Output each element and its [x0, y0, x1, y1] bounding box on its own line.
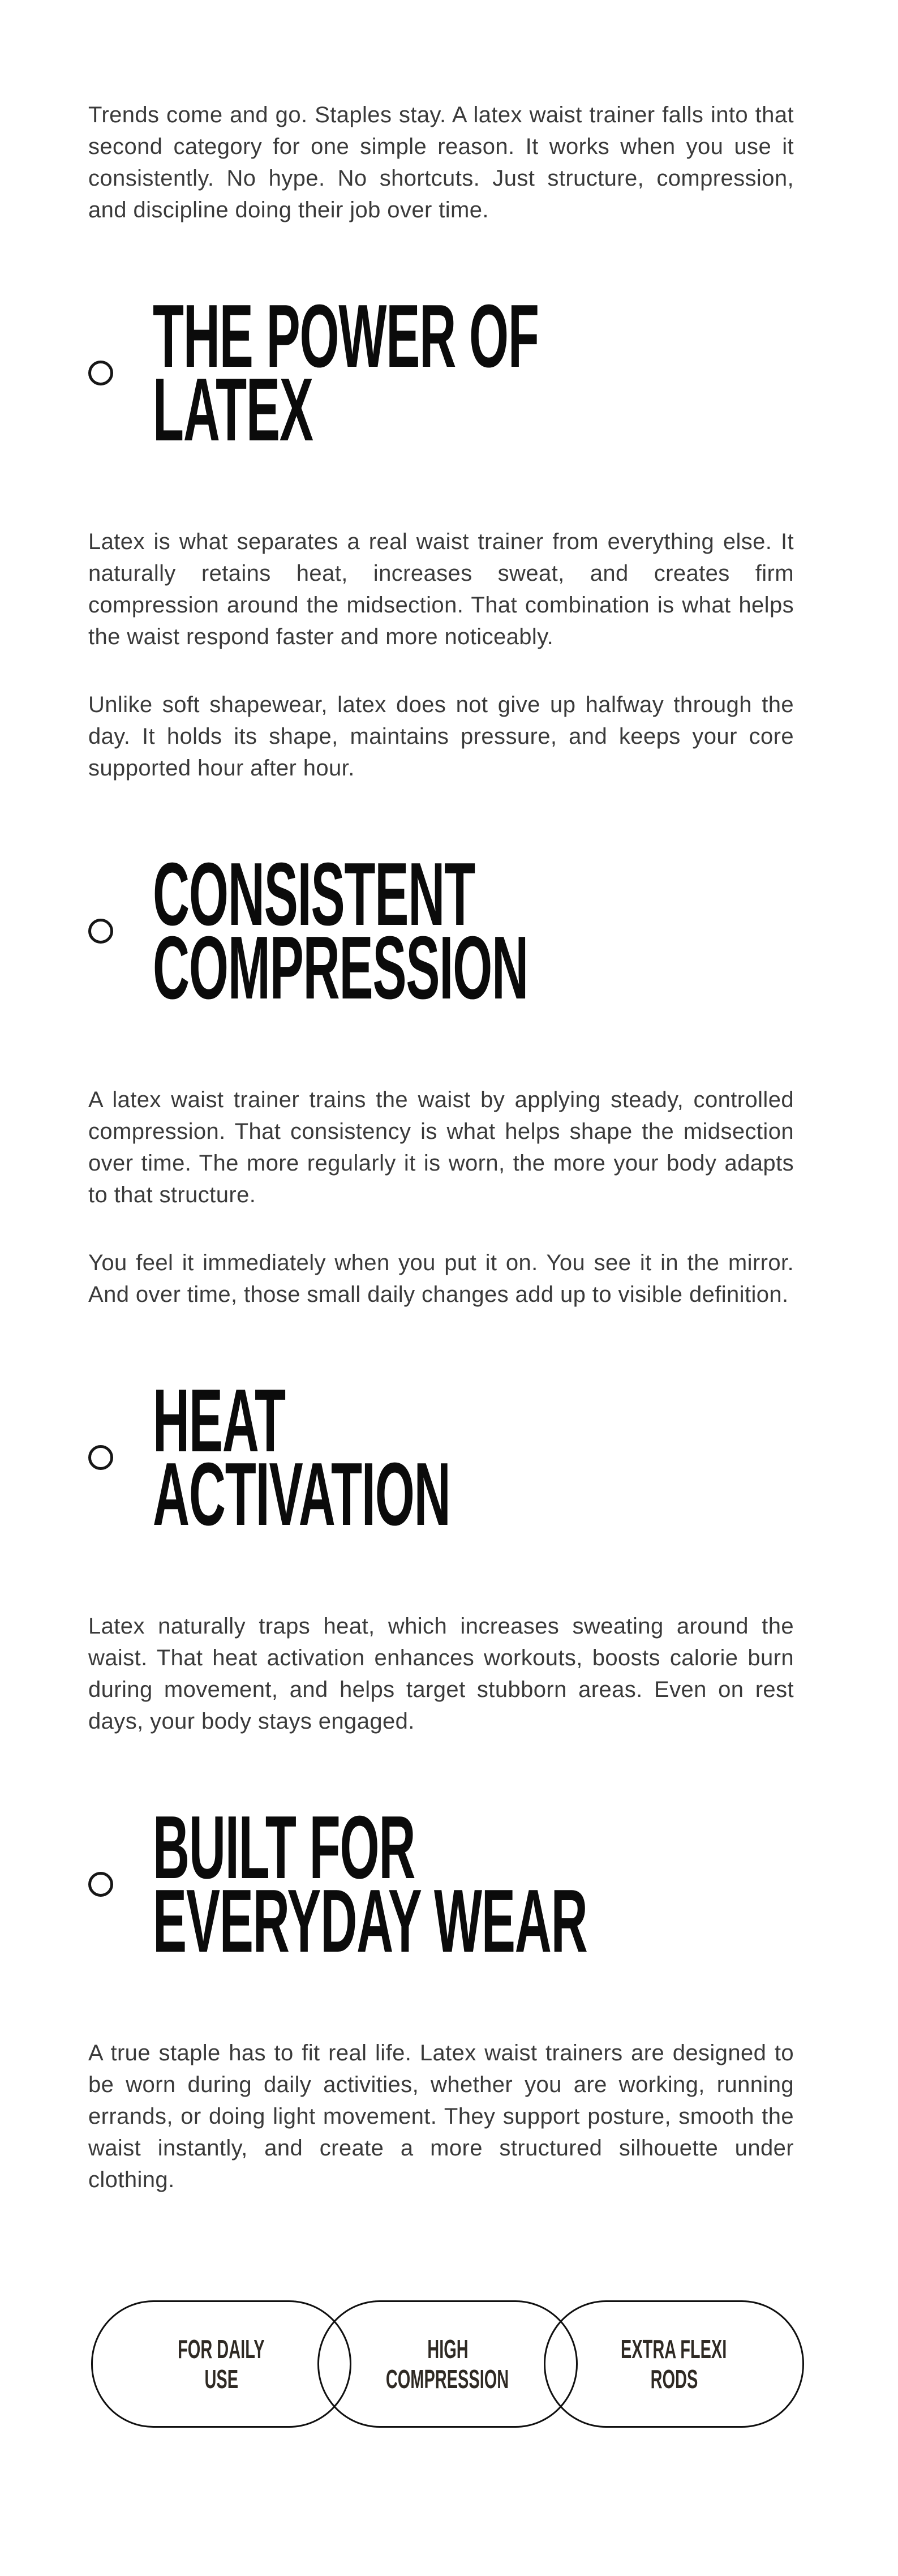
section-title: [153, 845, 794, 1018]
section-title: [153, 1371, 674, 1544]
badge-label-line: EXTRA FLEXI: [621, 2334, 727, 2364]
section-title: [153, 1798, 794, 1971]
section-title-line: HEAT: [153, 1371, 285, 1471]
section-heading-consistent-compression: [88, 845, 794, 1018]
section-title-line: CONSISTENT: [153, 845, 475, 944]
body-paragraph: A true staple has to fit real life. Latex waist trainers are designed to be worn during daily activities, whether you are working, running errands, or doing light movement. They support posture, smooth the waist instantly, and create a more structured silhouette under clothing.: [88, 2041, 794, 2192]
badge-high-compression: [317, 2300, 578, 2428]
feature-badges: [91, 2300, 794, 2428]
section-title-line: COMPRESSION: [153, 918, 528, 1018]
bullet-circle-icon: [88, 1872, 113, 1897]
section-heading-heat-activation: [88, 1371, 794, 1544]
section-title: [153, 286, 794, 460]
bullet-circle-icon: [88, 919, 113, 944]
badge-label-line: FOR DAILY: [178, 2334, 265, 2364]
intro-paragraph: Trends come and go. Staples stay. A latex waist trainer falls into that second category for one simple reason. It works when you use it consistently. No hype. No shortcuts. Just structure, compression, and discipline doing their job over time.: [88, 102, 794, 222]
section-heading-built-for-everyday-wear: [88, 1798, 794, 1971]
body-paragraph: You feel it immediately when you put it on. You see it in the mirror. And over time, those small daily changes add up to visible definition.: [88, 1250, 794, 1307]
badge-extra-flexi-rods: [544, 2300, 804, 2428]
badge-label-line: COMPRESSION: [386, 2364, 509, 2394]
badge-label-line: RODS: [650, 2364, 698, 2394]
body-paragraph: Unlike soft shapewear, latex does not give up halfway through the day. It holds its shape, maintains pressure, and keeps your core supported hour after hour.: [88, 692, 794, 781]
bullet-circle-icon: [88, 1445, 113, 1470]
section-title-line: THE POWER OF: [153, 286, 539, 386]
badge-label-line: HIGH: [427, 2334, 469, 2364]
section-title-line: BUILT FOR: [153, 1798, 415, 1897]
body-paragraph: A latex waist trainer trains the waist by applying steady, controlled compression. That consistency is what helps shape the midsection over time. The more regularly it is worn, the more your body adapts to that structure.: [88, 1087, 794, 1207]
body-paragraph: Latex naturally traps heat, which increases sweating around the waist. That heat activation enhances workouts, boosts calorie burn during movement, and helps target stubborn areas. Even on rest days, your body stays engaged.: [88, 1614, 794, 1734]
section-title-line: ACTIVATION: [153, 1445, 450, 1544]
section-heading-power-of-latex: [88, 286, 794, 460]
section-title-line: LATEX: [153, 360, 313, 460]
body-paragraph: Latex is what separates a real waist trainer from everything else. It naturally retains heat, increases sweat, and creates firm compression around the midsection. That combination is what helps the waist respond faster and more noticeably.: [88, 529, 794, 649]
bullet-circle-icon: [88, 361, 113, 385]
section-title-line: EVERYDAY WEAR: [153, 1871, 587, 1971]
badge-for-daily-use: [91, 2300, 351, 2428]
badge-label-line: USE: [204, 2364, 238, 2394]
